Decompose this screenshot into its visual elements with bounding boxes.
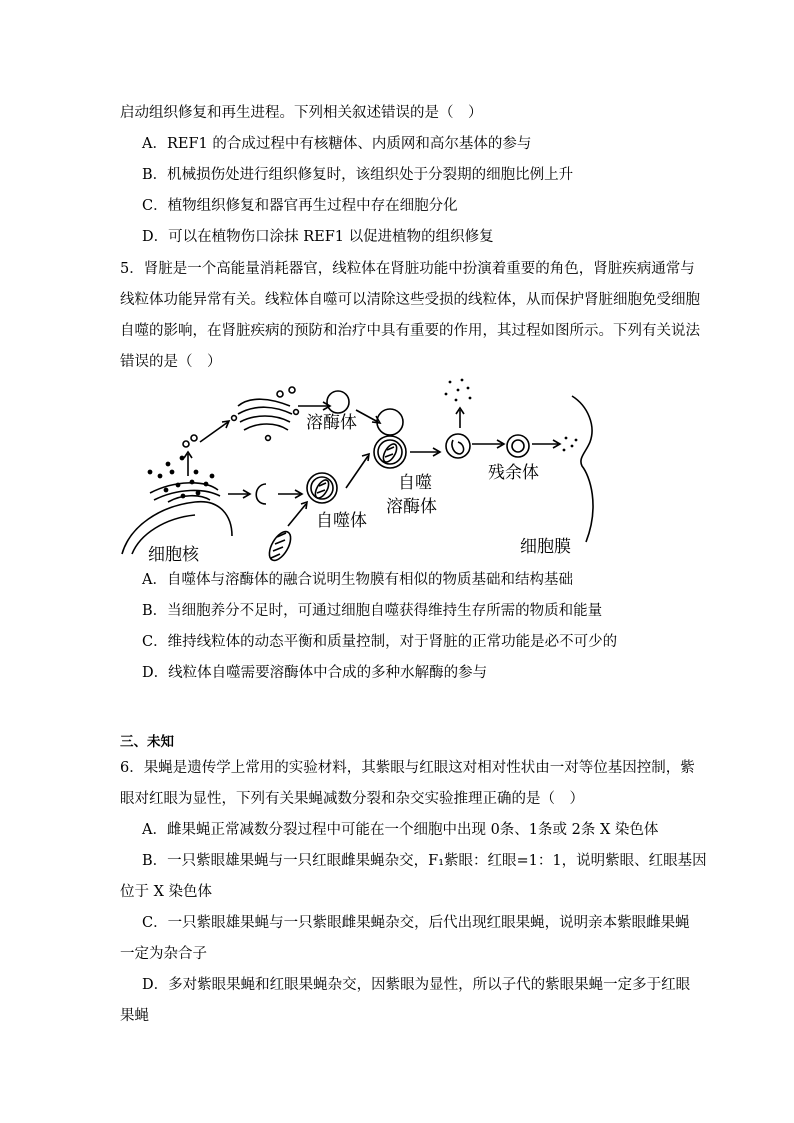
q6-stem-line-2: 眼对红眼为显性，下列有关果蝇减数分裂和杂交实验推理正确的是（ ） xyxy=(120,791,584,807)
q6-option-c-line-1: C．一只紫眼雄果蝇与一只紫眼雌果蝇杂交，后代出现红眼果蝇，说明亲本紫眼雌果蝇 xyxy=(142,915,690,931)
q4-option-d: D．可以在植物伤口涂抹 REF1 以促进植物的组织修复 xyxy=(142,229,494,245)
cell-membrane-icon xyxy=(572,396,593,542)
label-autolysosome-2: 溶酶体 xyxy=(386,497,437,517)
q6-option-b-line-1: B．一只紫眼雄果蝇与一只红眼雌果蝇杂交，F₁紫眼：红眼=1：1，说明紫眼、红眼基因 xyxy=(142,853,707,869)
particles-icon xyxy=(445,379,578,452)
section-title: 三、未知 xyxy=(120,734,174,750)
lysosome-icon xyxy=(327,391,349,413)
phagophore-icon xyxy=(256,484,266,504)
residual-body-icon xyxy=(446,434,529,458)
q5-stem-line-3: 自噬的影响，在肾脏疾病的预防和治疗中具有重要的作用，其过程如图所示。下列有关说法 xyxy=(120,323,700,339)
q6-option-d-line-1: D．多对紫眼果蝇和红眼果蝇杂交，因紫眼为显性，所以子代的紫眼果蝇一定多于红眼 xyxy=(142,977,691,993)
q6-option-b-line-2: 位于 X 染色体 xyxy=(120,884,213,900)
q4-option-c: C．植物组织修复和器官再生过程中存在细胞分化 xyxy=(142,198,458,214)
autolysosome-icon xyxy=(374,409,406,468)
label-autophagosome: 自噬体 xyxy=(316,511,367,531)
q4-stem-tail: 启动组织修复和再生进程。下列相关叙述错误的是（ ） xyxy=(120,105,483,121)
q5-stem-line-1: 5．肾脏是一个高能量消耗器官，线粒体在肾脏功能中扮演着重要的角色，肾脏疾病通常与 xyxy=(120,261,695,277)
q4-option-b: B．机械损伤处进行组织修复时，该组织处于分裂期的细胞比例上升 xyxy=(142,167,574,183)
label-lysosome: 溶酶体 xyxy=(306,413,357,433)
label-residual-body: 残余体 xyxy=(488,463,539,483)
mitochondrion-icon xyxy=(265,528,295,564)
q5-option-a: A．自噬体与溶酶体的融合说明生物膜有相似的物质基础和结构基础 xyxy=(142,572,573,588)
autophagosome-icon xyxy=(307,473,337,503)
label-autolysosome-1: 自噬 xyxy=(398,473,432,493)
q5-option-b: B．当细胞养分不足时，可通过细胞自噬获得维持生存所需的物质和能量 xyxy=(142,603,603,619)
q4-option-a: A．REF1 的合成过程中有核糖体、内质网和高尔基体的参与 xyxy=(142,136,532,152)
mitophagy-diagram xyxy=(120,376,620,566)
q6-stem-line-1: 6．果蝇是遗传学上常用的实验材料，其紫眼与红眼这对相对性状由一对等位基因控制，紫 xyxy=(120,760,695,776)
label-cell-membrane: 细胞膜 xyxy=(520,537,571,557)
label-nucleus: 细胞核 xyxy=(148,545,199,565)
q6-option-a: A．雌果蝇正常减数分裂过程中可能在一个细胞中出现 0条、1条或 2条 X 染色体 xyxy=(142,822,659,838)
nucleus-icon xyxy=(122,456,232,554)
q6-option-c-line-2: 一定为杂合子 xyxy=(120,946,207,962)
q6-option-d-line-2: 果蝇 xyxy=(120,1008,149,1024)
q5-stem-line-2: 线粒体功能异常有关。线粒体自噬可以清除这些受损的线粒体，从而保护肾脏细胞免受细胞 xyxy=(120,292,700,308)
golgi-icon xyxy=(232,387,299,440)
q5-option-c: C．维持线粒体的动态平衡和质量控制，对于肾脏的正常功能是必不可少的 xyxy=(142,634,618,650)
q5-option-d: D．线粒体自噬需要溶酶体中合成的多种水解酶的参与 xyxy=(142,665,488,681)
q5-stem-line-4: 错误的是（ ） xyxy=(120,354,222,370)
